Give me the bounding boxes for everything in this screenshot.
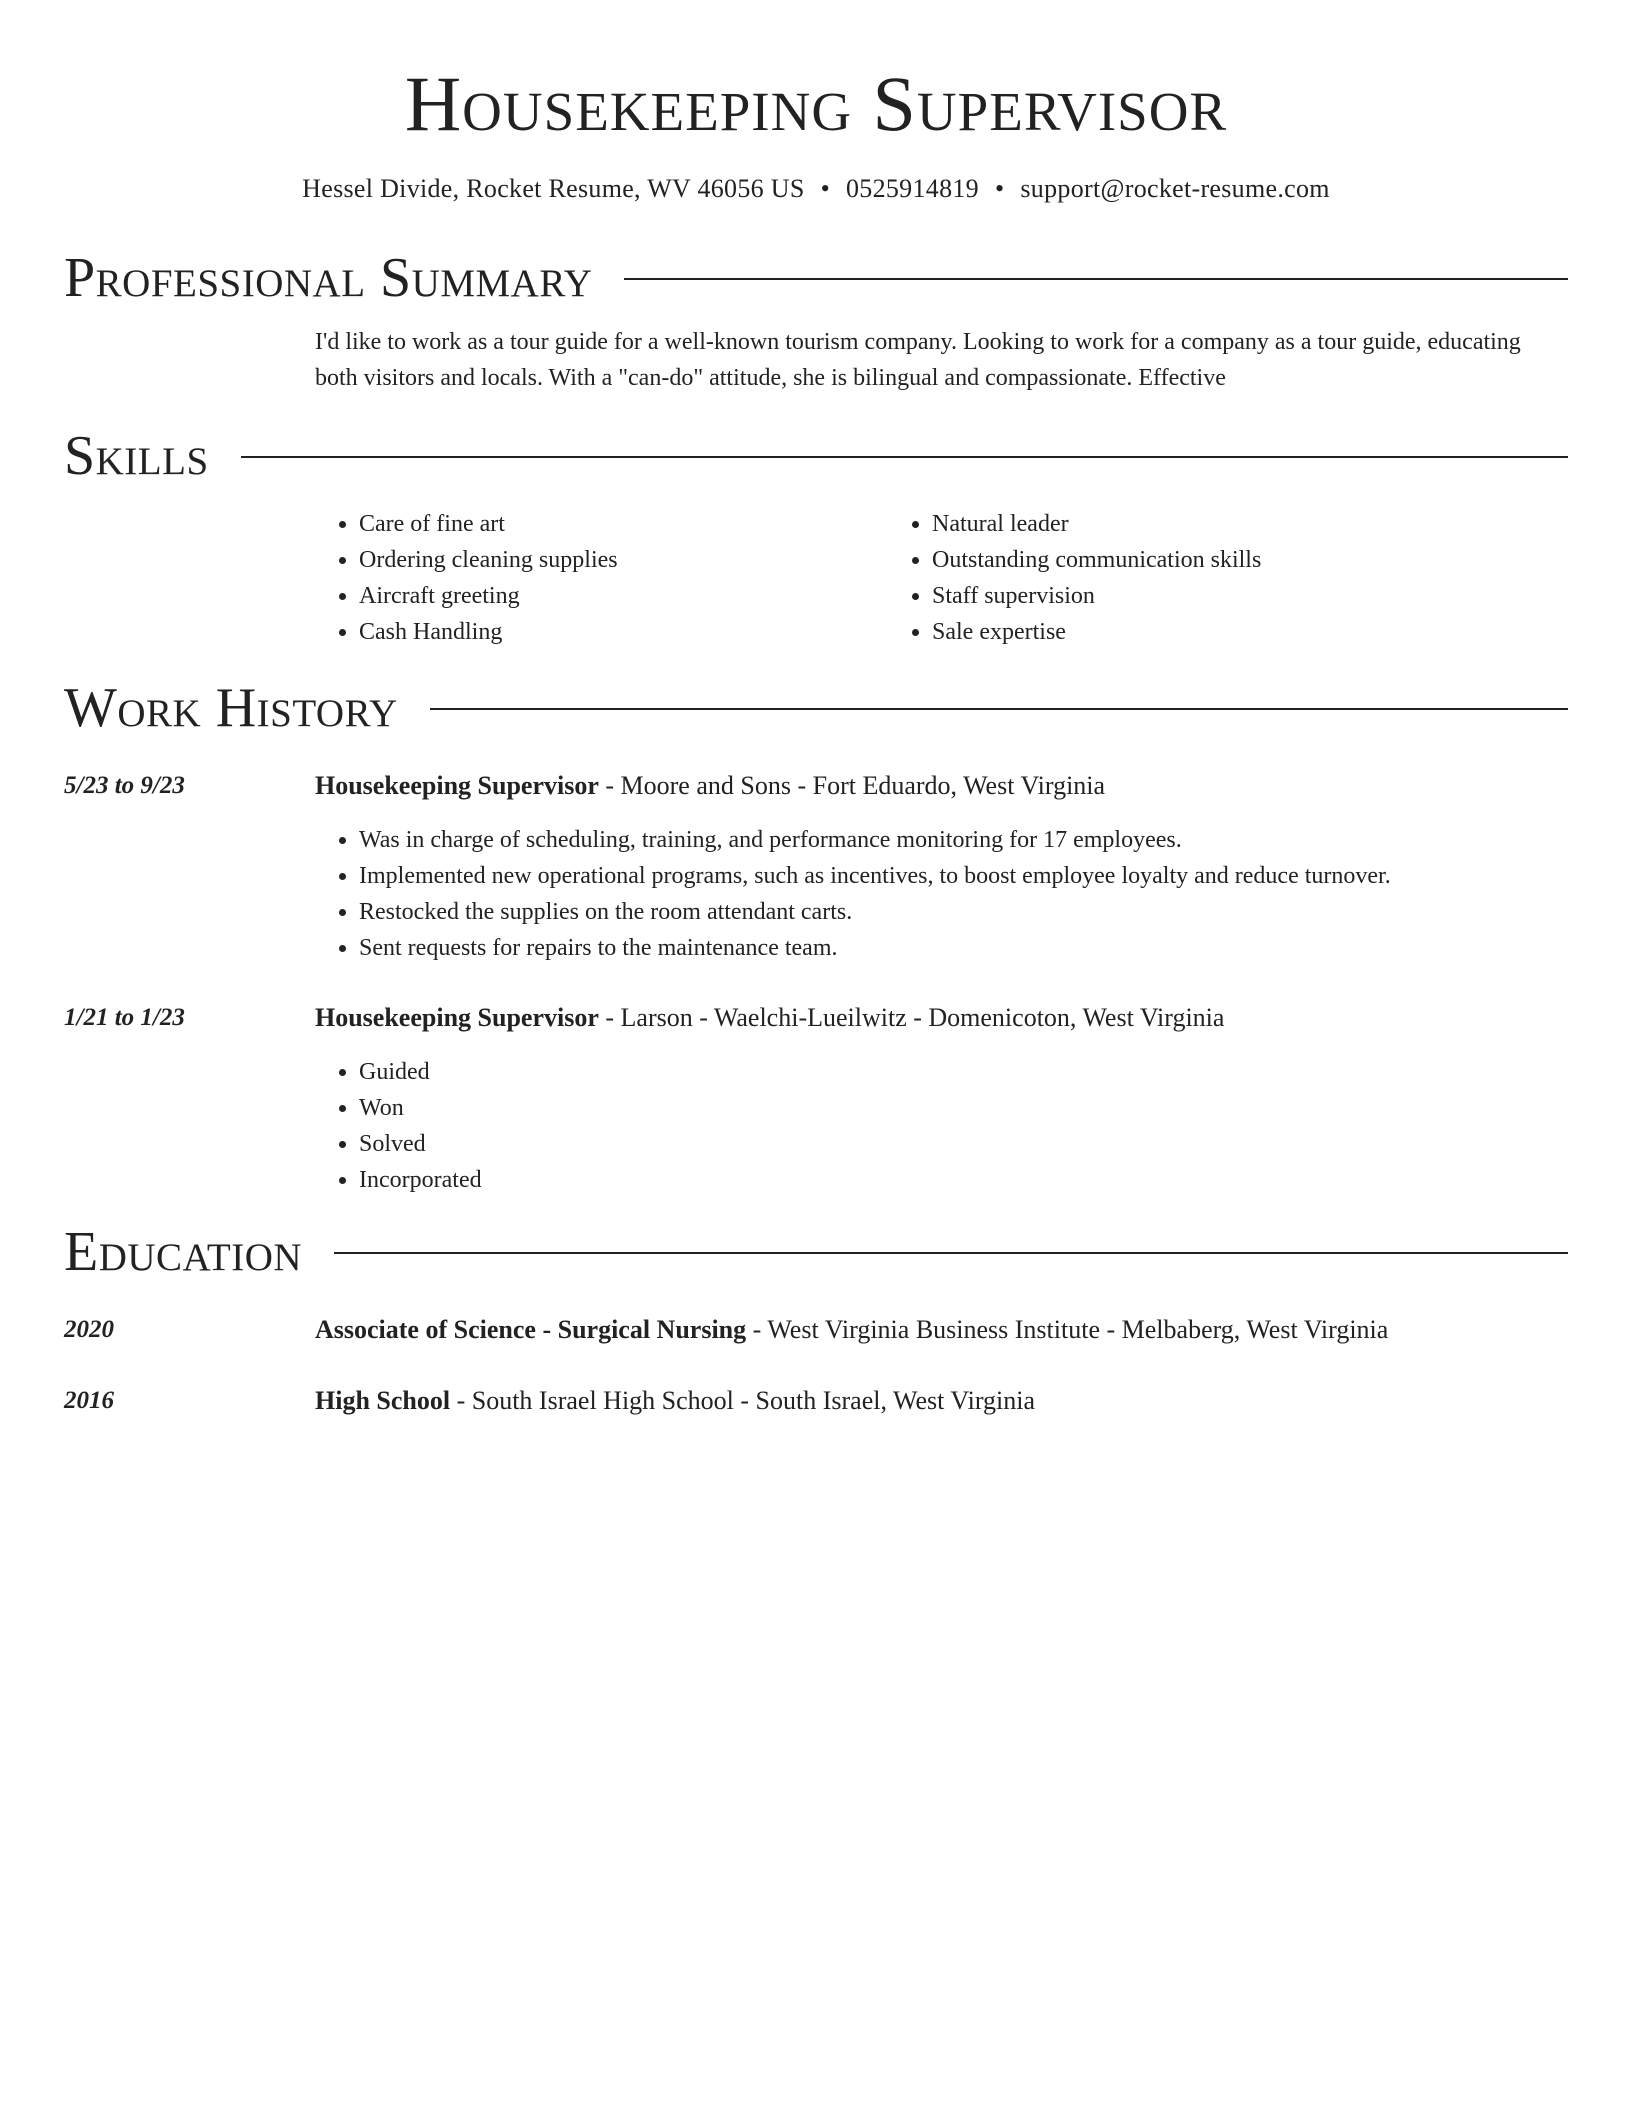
education-entry-body xyxy=(315,1383,1568,1419)
degree: High School xyxy=(315,1386,451,1415)
work-entry-heading xyxy=(315,768,1568,804)
education-entry xyxy=(64,1312,1568,1348)
contact-phone: 0525914819 xyxy=(845,174,979,203)
skill-item: • Ordering cleaning supplies xyxy=(359,542,888,578)
job-duties xyxy=(315,822,1568,966)
duty-item: • Incorporated xyxy=(359,1162,1568,1198)
skills-column-left xyxy=(315,506,888,650)
work-section-header xyxy=(64,676,1568,740)
section-divider xyxy=(430,708,1568,710)
work-entry-body xyxy=(315,768,1568,966)
field-of-study: Surgical Nursing xyxy=(557,1315,747,1344)
contact-separator: • xyxy=(820,174,830,203)
section-divider xyxy=(624,278,1568,280)
duty-item: • Guided xyxy=(359,1054,1568,1090)
duty-item: • Sent requests for repairs to the maintenance team. xyxy=(359,930,1568,966)
contact-line xyxy=(64,172,1568,206)
job-employer-location: - Moore and Sons - Fort Eduardo, West Virginia xyxy=(598,771,1106,800)
summary-text: I'd like to work as a tour guide for a well-known tourism company. Looking to work for a company as a tour guide, educating both visitors and locals. With a "can-do" attitude, she is bilingual and compassionate. Effective xyxy=(315,329,1521,391)
skill-item: • Aircraft greeting xyxy=(359,578,888,614)
work-entry-heading xyxy=(315,1000,1568,1036)
duty-item: • Was in charge of scheduling, training, and performance monitoring for 17 employees. xyxy=(359,822,1568,858)
duty-item: • Restocked the supplies on the room attendant carts. xyxy=(359,894,1568,930)
education-section-header xyxy=(64,1220,1568,1284)
candidate-name: Housekeeping Supervisor xyxy=(404,60,1228,147)
skills-list xyxy=(315,506,1568,650)
education-year: 2016 xyxy=(64,1387,114,1414)
job-title: Housekeeping Supervisor xyxy=(315,1003,599,1032)
work-entry xyxy=(64,1000,1568,1198)
work-dates: 5/23 to 9/23 xyxy=(64,772,185,799)
education-entry-body xyxy=(315,1312,1568,1348)
section-divider xyxy=(241,456,1568,458)
job-employer-location: - Larson - Waelchi-Lueilwitz - Domenicoton, West Virginia xyxy=(598,1003,1225,1032)
job-duties xyxy=(315,1054,1568,1198)
skill-item: • Sale expertise xyxy=(932,614,1461,650)
skill-item: • Care of fine art xyxy=(359,506,888,542)
school-location: - West Virginia Business Institute - Melbaberg, West Virginia xyxy=(746,1315,1389,1344)
skill-item: • Cash Handling xyxy=(359,614,888,650)
skill-item: • Staff supervision xyxy=(932,578,1461,614)
education-heading: Education xyxy=(64,1221,303,1283)
education-entry-heading xyxy=(315,1312,1568,1348)
school-location: - South Israel High School - South Israel, West Virginia xyxy=(450,1386,1035,1415)
contact-address: Hessel Divide, Rocket Resume, WV 46056 US xyxy=(302,174,805,203)
contact-separator: • xyxy=(994,174,1005,203)
work-entry-body xyxy=(315,1000,1568,1198)
education-year: 2020 xyxy=(64,1316,114,1343)
work-dates: 1/21 to 1/23 xyxy=(64,1004,185,1031)
resume-page xyxy=(64,0,1568,1419)
duty-item: • Won xyxy=(359,1090,1568,1126)
work-heading: Work History xyxy=(64,677,398,739)
education-entry-heading xyxy=(315,1383,1568,1419)
section-divider xyxy=(334,1252,1568,1254)
skills-column-right xyxy=(888,506,1461,650)
education-entry xyxy=(64,1383,1568,1419)
duty-item: • Solved xyxy=(359,1126,1568,1162)
job-title: Housekeeping Supervisor xyxy=(315,771,599,800)
degree-separator: - xyxy=(535,1315,558,1344)
work-entry xyxy=(64,768,1568,966)
skill-item: • Outstanding communication skills xyxy=(932,542,1461,578)
degree: Associate of Science xyxy=(315,1315,536,1344)
summary-heading: Professional Summary xyxy=(64,247,593,309)
skill-item: • Natural leader xyxy=(932,506,1461,542)
duty-item: • Implemented new operational programs, such as incentives, to boost employee loyalty and reduce turnover. xyxy=(359,858,1568,894)
summary-section-header xyxy=(64,246,1568,310)
skills-section-header xyxy=(64,424,1568,488)
contact-email: support@rocket-resume.com xyxy=(1020,174,1330,203)
skills-heading: Skills xyxy=(64,425,209,487)
